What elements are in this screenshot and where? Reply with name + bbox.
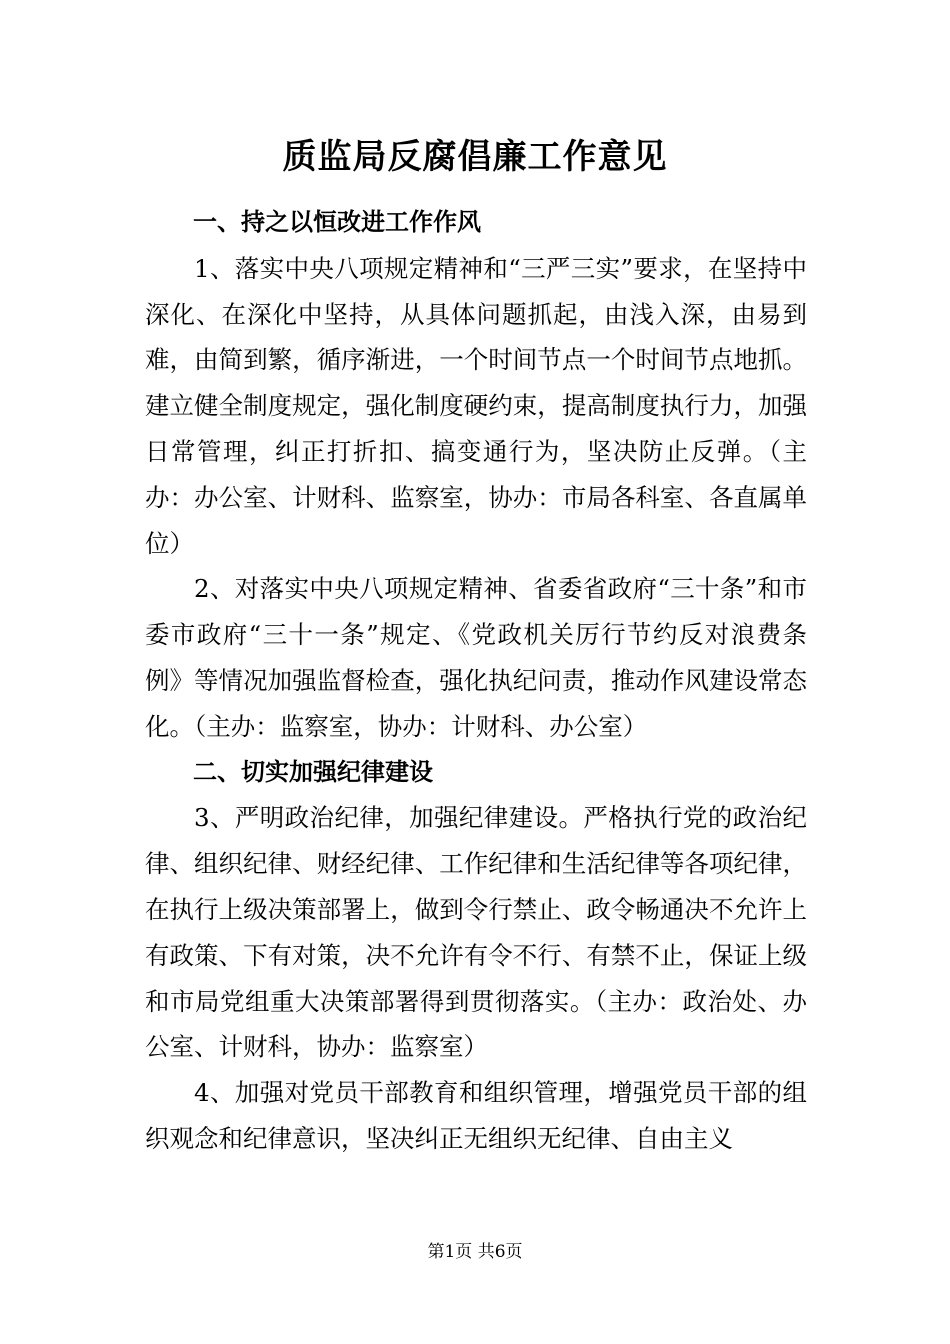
section-heading-1: 一、持之以恒改进工作作风 — [193, 208, 481, 236]
page-footer: 第1页 共6页 — [427, 1242, 523, 1262]
paragraph-2: 2、对落实中央八项规定精神、省委省政府“三十条”和市委市政府“三十一条”规定、《党政机关厉行节约反对浪费条例》等情况加强监督检查，强化执纪问责，推动作风建设常态化。（主办：监察室，协办：计财科、办公室） — [145, 574, 807, 741]
document-title: 质监局反腐倡廉工作意见 — [282, 137, 668, 177]
paragraph-1: 1、落实中央八项规定精神和“三严三实”要求，在坚持中深化、在深化中坚持，从具体问题抓起，由浅入深，由易到难，由简到繁，循序渐进，一个时间节点一个时间节点地抓。建立健全制度规定，强化制度硬约束，提高制度执行力，加强日常管理，纠正打折扣、搞变通行为，坚决防止反弹。（主办：办公室、计财科、监察室，协办：市局各科室、各直属单位） — [145, 253, 807, 558]
paragraph-3: 3、严明政治纪律，加强纪律建设。严格执行党的政治纪律、组织纪律、财经纪律、工作纪律和生活纪律等各项纪律，在执行上级决策部署上，做到令行禁止、政令畅通决不允许上有政策、下有对策，决不允许有令不行、有禁不止，保证上级和市局党组重大决策部署得到贯彻落实。（主办：政治处、办公室、计财科，协办：监察室） — [145, 803, 807, 1062]
document-body — [145, 200, 807, 1162]
paragraph-4: 4、加强对党员干部教育和组织管理，增强党员干部的组织观念和纪律意识，坚决纠正无组织无纪律、自由主义 — [145, 1078, 807, 1153]
section-heading-2: 二、切实加强纪律建设 — [193, 757, 433, 786]
